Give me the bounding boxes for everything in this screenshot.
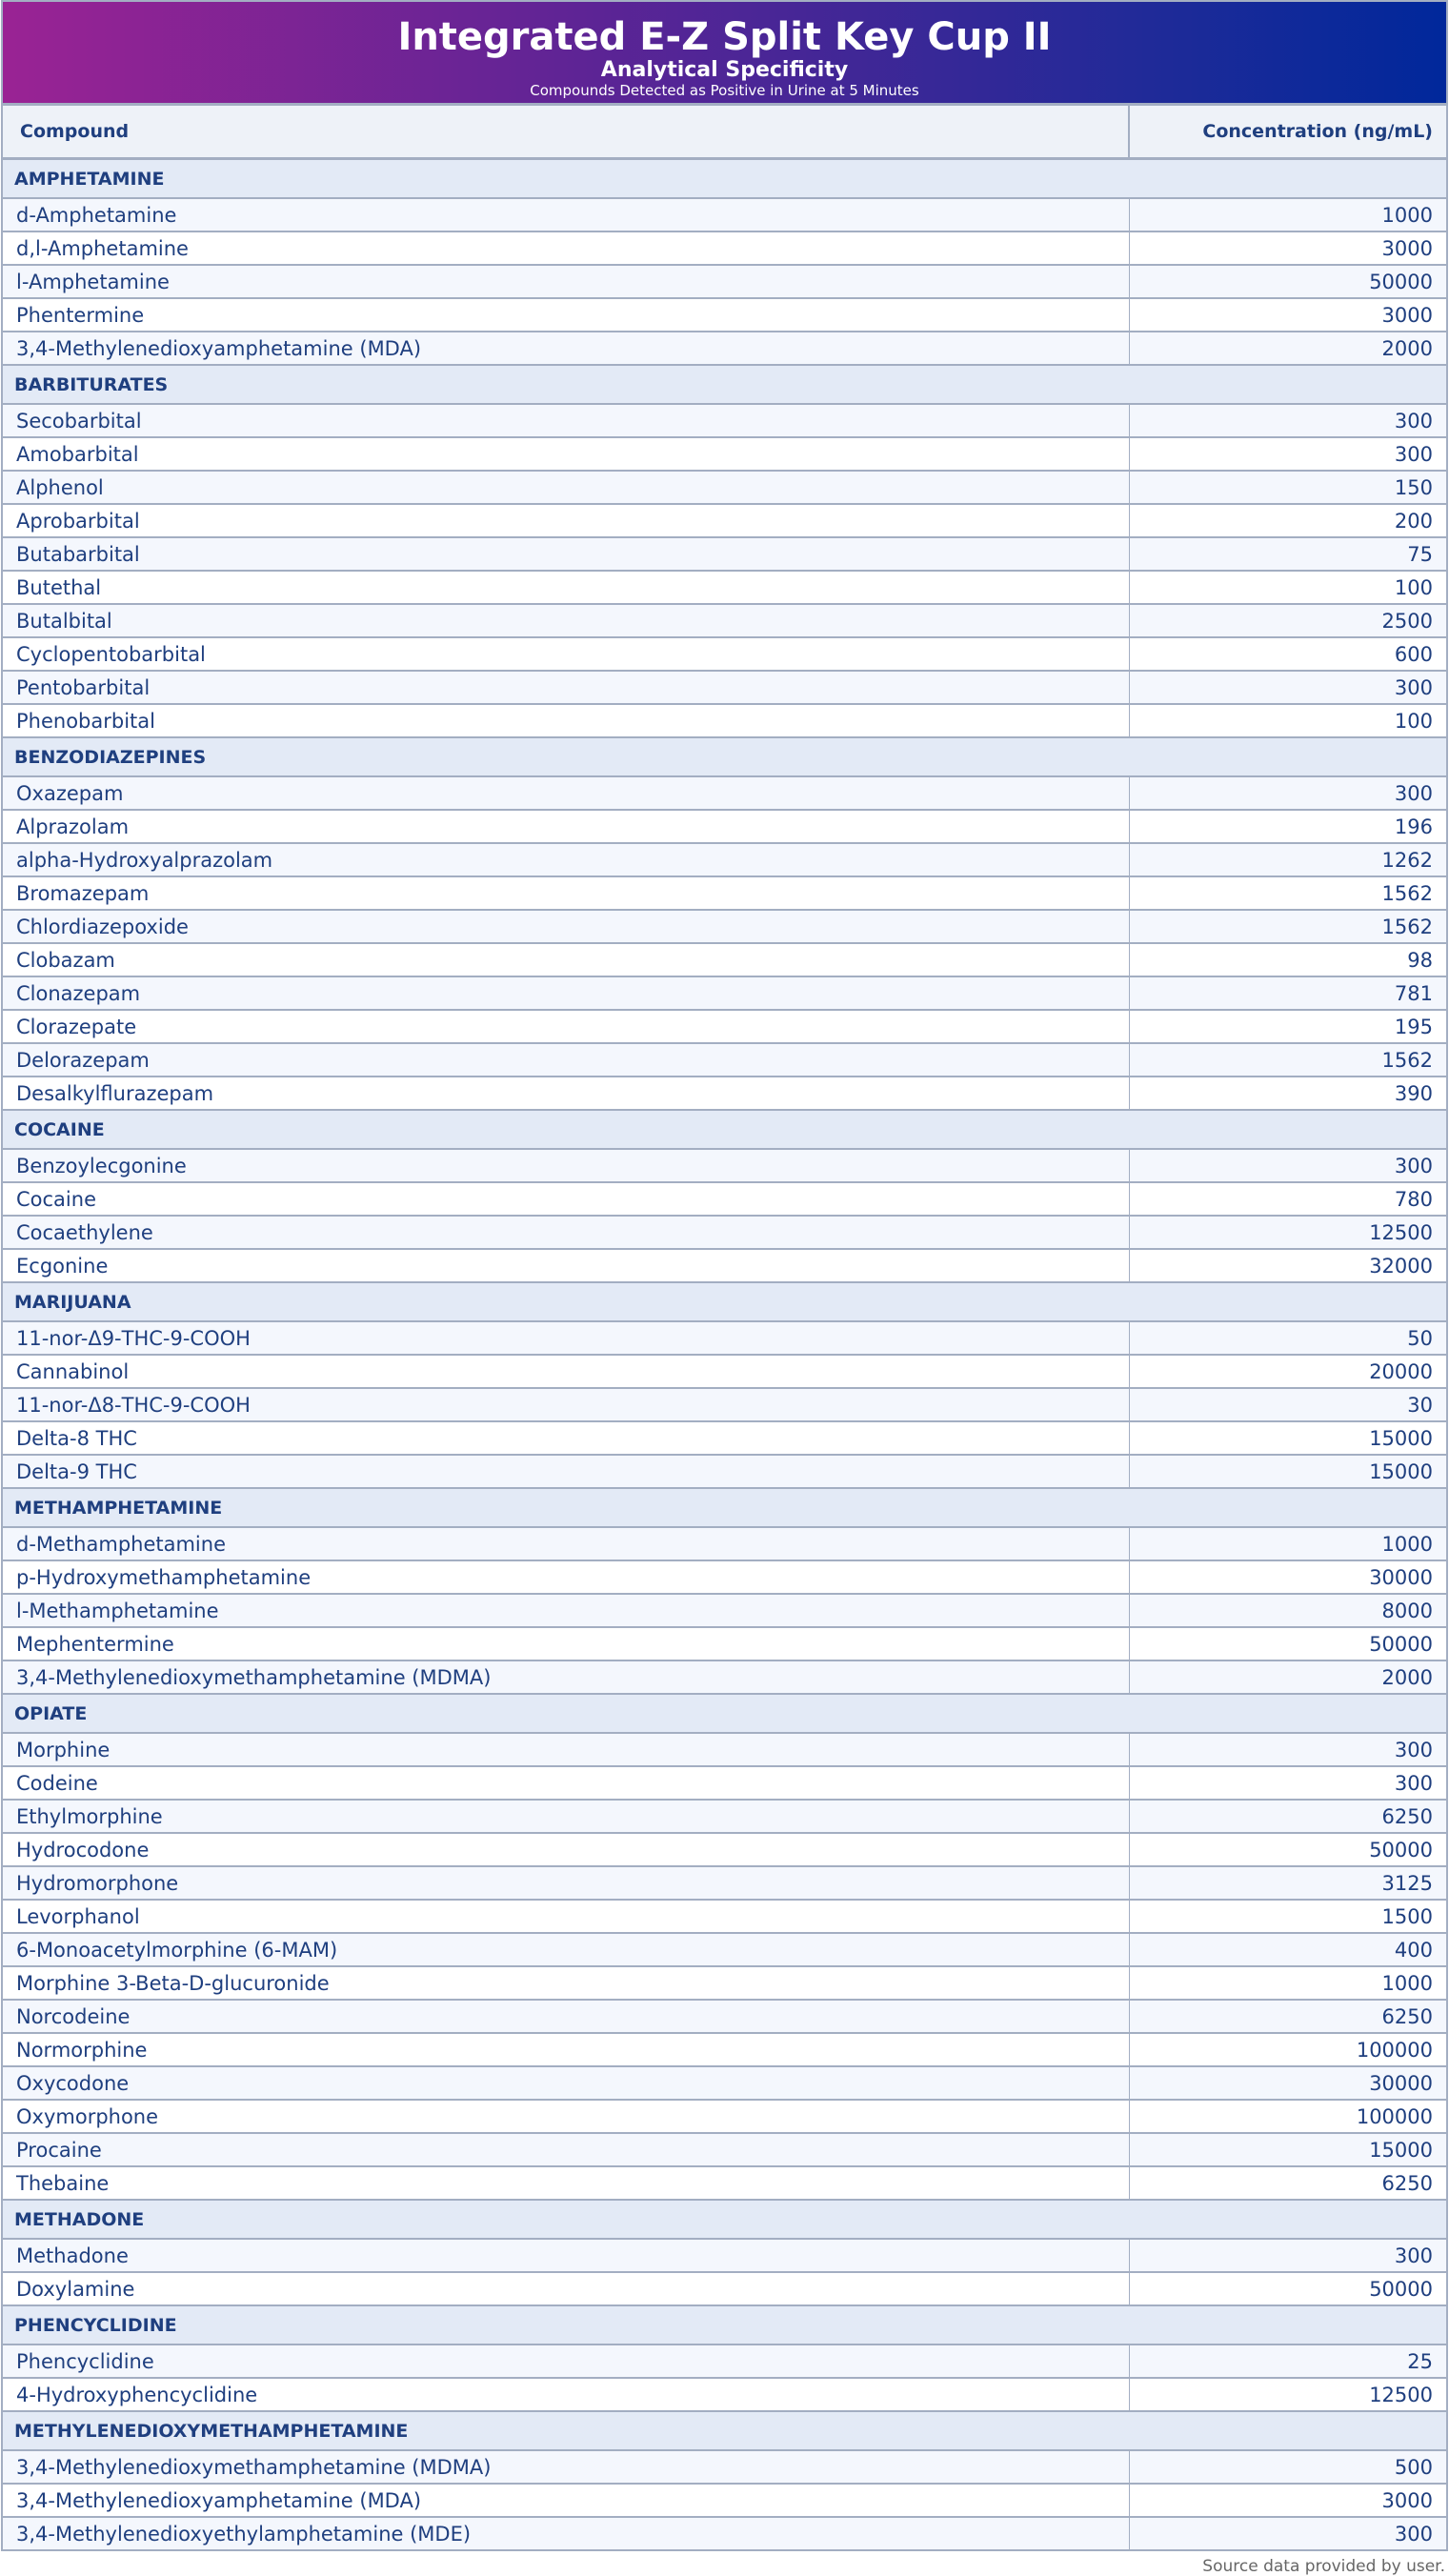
table-header-row — [3, 105, 1446, 159]
compound-cell: 11-nor-Δ8-THC-9-COOH — [3, 1388, 1129, 1421]
table-row — [3, 1733, 1446, 1766]
concentration-cell: 12500 — [1129, 2378, 1446, 2411]
category-row — [3, 1694, 1446, 1733]
category-label: METHADONE — [3, 2200, 1446, 2239]
compound-cell: Phentermine — [3, 298, 1129, 332]
table-row — [3, 1421, 1446, 1455]
table-row — [3, 1866, 1446, 1900]
table-row — [3, 776, 1446, 810]
compound-cell: Phencyclidine — [3, 2345, 1129, 2378]
category-row — [3, 365, 1446, 404]
compound-cell: Secobarbital — [3, 404, 1129, 437]
table-row — [3, 471, 1446, 504]
table-row — [3, 1043, 1446, 1077]
category-label: METHYLENEDIOXYMETHAMPHETAMINE — [3, 2411, 1446, 2450]
compound-cell: Mephentermine — [3, 1627, 1129, 1660]
source-note: Source data provided by user. — [1202, 2557, 1445, 2576]
compound-cell: Clobazam — [3, 943, 1129, 976]
compound-cell: l-Methamphetamine — [3, 1594, 1129, 1627]
concentration-cell: 32000 — [1129, 1249, 1446, 1282]
compound-cell: Chlordiazepoxide — [3, 910, 1129, 943]
table-row — [3, 2100, 1446, 2133]
table-row — [3, 2166, 1446, 2200]
concentration-cell: 200 — [1129, 504, 1446, 537]
table-row — [3, 1527, 1446, 1560]
compound-cell: Normorphine — [3, 2033, 1129, 2066]
compound-cell: Cocaine — [3, 1182, 1129, 1216]
table-row — [3, 1455, 1446, 1488]
table-row — [3, 2033, 1446, 2066]
concentration-cell: 300 — [1129, 1149, 1446, 1182]
compound-cell: alpha-Hydroxyalprazolam — [3, 843, 1129, 876]
compound-cell: Doxylamine — [3, 2272, 1129, 2305]
concentration-cell: 300 — [1129, 1733, 1446, 1766]
page-caption: Compounds Detected as Positive in Urine at 5 Minutes — [530, 82, 919, 99]
concentration-cell: 50000 — [1129, 1833, 1446, 1866]
table-row — [3, 1766, 1446, 1800]
concentration-cell: 400 — [1129, 1933, 1446, 1966]
table-body — [3, 159, 1446, 2551]
table-row — [3, 1077, 1446, 1110]
table-row — [3, 1900, 1446, 1933]
table-row — [3, 1149, 1446, 1182]
compound-cell: Hydromorphone — [3, 1866, 1129, 1900]
table-row — [3, 1010, 1446, 1043]
compound-cell: d-Methamphetamine — [3, 1527, 1129, 1560]
concentration-cell: 1000 — [1129, 1966, 1446, 2000]
concentration-cell: 300 — [1129, 1766, 1446, 1800]
table-row — [3, 876, 1446, 910]
compound-cell: Butalbital — [3, 604, 1129, 637]
table-row — [3, 332, 1446, 365]
table-row — [3, 1388, 1446, 1421]
table-row — [3, 2133, 1446, 2166]
concentration-cell: 30 — [1129, 1388, 1446, 1421]
compound-cell: d-Amphetamine — [3, 198, 1129, 231]
table-row — [3, 2345, 1446, 2378]
specificity-document — [1, 0, 1448, 2551]
category-label: COCAINE — [3, 1110, 1446, 1149]
compound-cell: Aprobarbital — [3, 504, 1129, 537]
category-label: BENZODIAZEPINES — [3, 737, 1446, 776]
compound-cell: Desalkylflurazepam — [3, 1077, 1129, 1110]
concentration-cell: 100 — [1129, 571, 1446, 604]
category-row — [3, 737, 1446, 776]
compound-cell: l-Amphetamine — [3, 265, 1129, 298]
concentration-cell: 150 — [1129, 471, 1446, 504]
category-row — [3, 2305, 1446, 2345]
compound-cell: Oxazepam — [3, 776, 1129, 810]
compound-cell: Delorazepam — [3, 1043, 1129, 1077]
concentration-cell: 3000 — [1129, 298, 1446, 332]
page-subtitle: Analytical Specificity — [600, 58, 849, 82]
table-row — [3, 976, 1446, 1010]
category-row — [3, 159, 1446, 199]
concentration-cell: 781 — [1129, 976, 1446, 1010]
concentration-cell: 50000 — [1129, 2272, 1446, 2305]
concentration-cell: 1562 — [1129, 1043, 1446, 1077]
category-label: OPIATE — [3, 1694, 1446, 1733]
category-label: METHAMPHETAMINE — [3, 1488, 1446, 1527]
compound-cell: Clorazepate — [3, 1010, 1129, 1043]
category-label: PHENCYCLIDINE — [3, 2305, 1446, 2345]
category-label: MARIJUANA — [3, 1282, 1446, 1321]
specificity-table — [3, 103, 1446, 2551]
compound-cell: Alprazolam — [3, 810, 1129, 843]
compound-cell: Norcodeine — [3, 2000, 1129, 2033]
concentration-cell: 30000 — [1129, 2066, 1446, 2100]
table-row — [3, 671, 1446, 704]
compound-cell: Methadone — [3, 2239, 1129, 2272]
table-row — [3, 810, 1446, 843]
concentration-cell: 100 — [1129, 704, 1446, 737]
table-row — [3, 1182, 1446, 1216]
table-row — [3, 2484, 1446, 2517]
table-row — [3, 1321, 1446, 1355]
concentration-cell: 500 — [1129, 2450, 1446, 2484]
header-banner — [3, 2, 1446, 103]
concentration-cell: 100000 — [1129, 2100, 1446, 2133]
compound-cell: Hydrocodone — [3, 1833, 1129, 1866]
compound-cell: Butabarbital — [3, 537, 1129, 571]
compound-cell: Ecgonine — [3, 1249, 1129, 1282]
concentration-cell: 1562 — [1129, 910, 1446, 943]
table-row — [3, 2450, 1446, 2484]
concentration-cell: 98 — [1129, 943, 1446, 976]
concentration-cell: 2000 — [1129, 1660, 1446, 1694]
compound-cell: Oxymorphone — [3, 2100, 1129, 2133]
concentration-cell: 25 — [1129, 2345, 1446, 2378]
compound-cell: Morphine — [3, 1733, 1129, 1766]
concentration-cell: 196 — [1129, 810, 1446, 843]
concentration-cell: 195 — [1129, 1010, 1446, 1043]
concentration-cell: 6250 — [1129, 1800, 1446, 1833]
concentration-cell: 1262 — [1129, 843, 1446, 876]
concentration-cell: 15000 — [1129, 1421, 1446, 1455]
compound-cell: d,l-Amphetamine — [3, 231, 1129, 265]
compound-cell: Levorphanol — [3, 1900, 1129, 1933]
table-row — [3, 704, 1446, 737]
concentration-cell: 6250 — [1129, 2166, 1446, 2200]
table-row — [3, 1660, 1446, 1694]
concentration-cell: 300 — [1129, 2517, 1446, 2550]
table-row — [3, 404, 1446, 437]
column-header-compound: Compound — [3, 105, 1129, 159]
category-label: BARBITURATES — [3, 365, 1446, 404]
concentration-cell: 50 — [1129, 1321, 1446, 1355]
table-row — [3, 943, 1446, 976]
concentration-cell: 100000 — [1129, 2033, 1446, 2066]
concentration-cell: 8000 — [1129, 1594, 1446, 1627]
concentration-cell: 1562 — [1129, 876, 1446, 910]
table-row — [3, 843, 1446, 876]
compound-cell: Benzoylecgonine — [3, 1149, 1129, 1182]
table-row — [3, 1800, 1446, 1833]
concentration-cell: 20000 — [1129, 1355, 1446, 1388]
table-row — [3, 2239, 1446, 2272]
compound-cell: Alphenol — [3, 471, 1129, 504]
compound-cell: Thebaine — [3, 2166, 1129, 2200]
compound-cell: Cyclopentobarbital — [3, 637, 1129, 671]
compound-cell: Delta-8 THC — [3, 1421, 1129, 1455]
category-row — [3, 1488, 1446, 1527]
concentration-cell: 390 — [1129, 1077, 1446, 1110]
compound-cell: Oxycodone — [3, 2066, 1129, 2100]
table-row — [3, 2066, 1446, 2100]
concentration-cell: 1000 — [1129, 198, 1446, 231]
concentration-cell: 1000 — [1129, 1527, 1446, 1560]
page-title: Integrated E-Z Split Key Cup II — [397, 15, 1052, 59]
column-header-concentration: Concentration (ng/mL) — [1129, 105, 1446, 159]
table-row — [3, 1594, 1446, 1627]
compound-cell: Butethal — [3, 571, 1129, 604]
concentration-cell: 300 — [1129, 776, 1446, 810]
compound-cell: 3,4-Methylenedioxymethamphetamine (MDMA) — [3, 1660, 1129, 1694]
table-row — [3, 604, 1446, 637]
concentration-cell: 50000 — [1129, 1627, 1446, 1660]
table-row — [3, 1355, 1446, 1388]
compound-cell: Pentobarbital — [3, 671, 1129, 704]
table-row — [3, 265, 1446, 298]
table-row — [3, 910, 1446, 943]
table-row — [3, 537, 1446, 571]
table-row — [3, 637, 1446, 671]
compound-cell: 6-Monoacetylmorphine (6-MAM) — [3, 1933, 1129, 1966]
compound-cell: Amobarbital — [3, 437, 1129, 471]
compound-cell: 11-nor-Δ9-THC-9-COOH — [3, 1321, 1129, 1355]
concentration-cell: 3000 — [1129, 2484, 1446, 2517]
compound-cell: Phenobarbital — [3, 704, 1129, 737]
concentration-cell: 300 — [1129, 437, 1446, 471]
concentration-cell: 300 — [1129, 404, 1446, 437]
compound-cell: Ethylmorphine — [3, 1800, 1129, 1833]
compound-cell: p-Hydroxymethamphetamine — [3, 1560, 1129, 1594]
concentration-cell: 3000 — [1129, 231, 1446, 265]
category-label: AMPHETAMINE — [3, 159, 1446, 199]
compound-cell: Bromazepam — [3, 876, 1129, 910]
table-row — [3, 1627, 1446, 1660]
compound-cell: Procaine — [3, 2133, 1129, 2166]
concentration-cell: 15000 — [1129, 1455, 1446, 1488]
table-row — [3, 198, 1446, 231]
compound-cell: Codeine — [3, 1766, 1129, 1800]
table-row — [3, 1833, 1446, 1866]
compound-cell: 3,4-Methylenedioxyamphetamine (MDA) — [3, 2484, 1129, 2517]
compound-cell: Cocaethylene — [3, 1216, 1129, 1249]
table-row — [3, 437, 1446, 471]
concentration-cell: 300 — [1129, 671, 1446, 704]
table-row — [3, 1560, 1446, 1594]
concentration-cell: 2500 — [1129, 604, 1446, 637]
compound-cell: 3,4-Methylenedioxyamphetamine (MDA) — [3, 332, 1129, 365]
compound-cell: Clonazepam — [3, 976, 1129, 1010]
concentration-cell: 6250 — [1129, 2000, 1446, 2033]
compound-cell: 3,4-Methylenedioxyethylamphetamine (MDE) — [3, 2517, 1129, 2550]
table-row — [3, 2517, 1446, 2550]
category-row — [3, 1282, 1446, 1321]
category-row — [3, 2200, 1446, 2239]
compound-cell: Morphine 3-Beta-D-glucuronide — [3, 1966, 1129, 2000]
table-row — [3, 2000, 1446, 2033]
category-row — [3, 2411, 1446, 2450]
concentration-cell: 600 — [1129, 637, 1446, 671]
concentration-cell: 75 — [1129, 537, 1446, 571]
compound-cell: Delta-9 THC — [3, 1455, 1129, 1488]
table-row — [3, 1933, 1446, 1966]
compound-cell: 3,4-Methylenedioxymethamphetamine (MDMA) — [3, 2450, 1129, 2484]
concentration-cell: 300 — [1129, 2239, 1446, 2272]
concentration-cell: 1500 — [1129, 1900, 1446, 1933]
table-row — [3, 2272, 1446, 2305]
table-row — [3, 504, 1446, 537]
table-row — [3, 2378, 1446, 2411]
table-row — [3, 1249, 1446, 1282]
table-row — [3, 1966, 1446, 2000]
concentration-cell: 780 — [1129, 1182, 1446, 1216]
table-row — [3, 231, 1446, 265]
table-row — [3, 571, 1446, 604]
table-row — [3, 1216, 1446, 1249]
concentration-cell: 50000 — [1129, 265, 1446, 298]
compound-cell: Cannabinol — [3, 1355, 1129, 1388]
category-row — [3, 1110, 1446, 1149]
concentration-cell: 15000 — [1129, 2133, 1446, 2166]
concentration-cell: 30000 — [1129, 1560, 1446, 1594]
concentration-cell: 12500 — [1129, 1216, 1446, 1249]
concentration-cell: 3125 — [1129, 1866, 1446, 1900]
table-row — [3, 298, 1446, 332]
concentration-cell: 2000 — [1129, 332, 1446, 365]
compound-cell: 4-Hydroxyphencyclidine — [3, 2378, 1129, 2411]
